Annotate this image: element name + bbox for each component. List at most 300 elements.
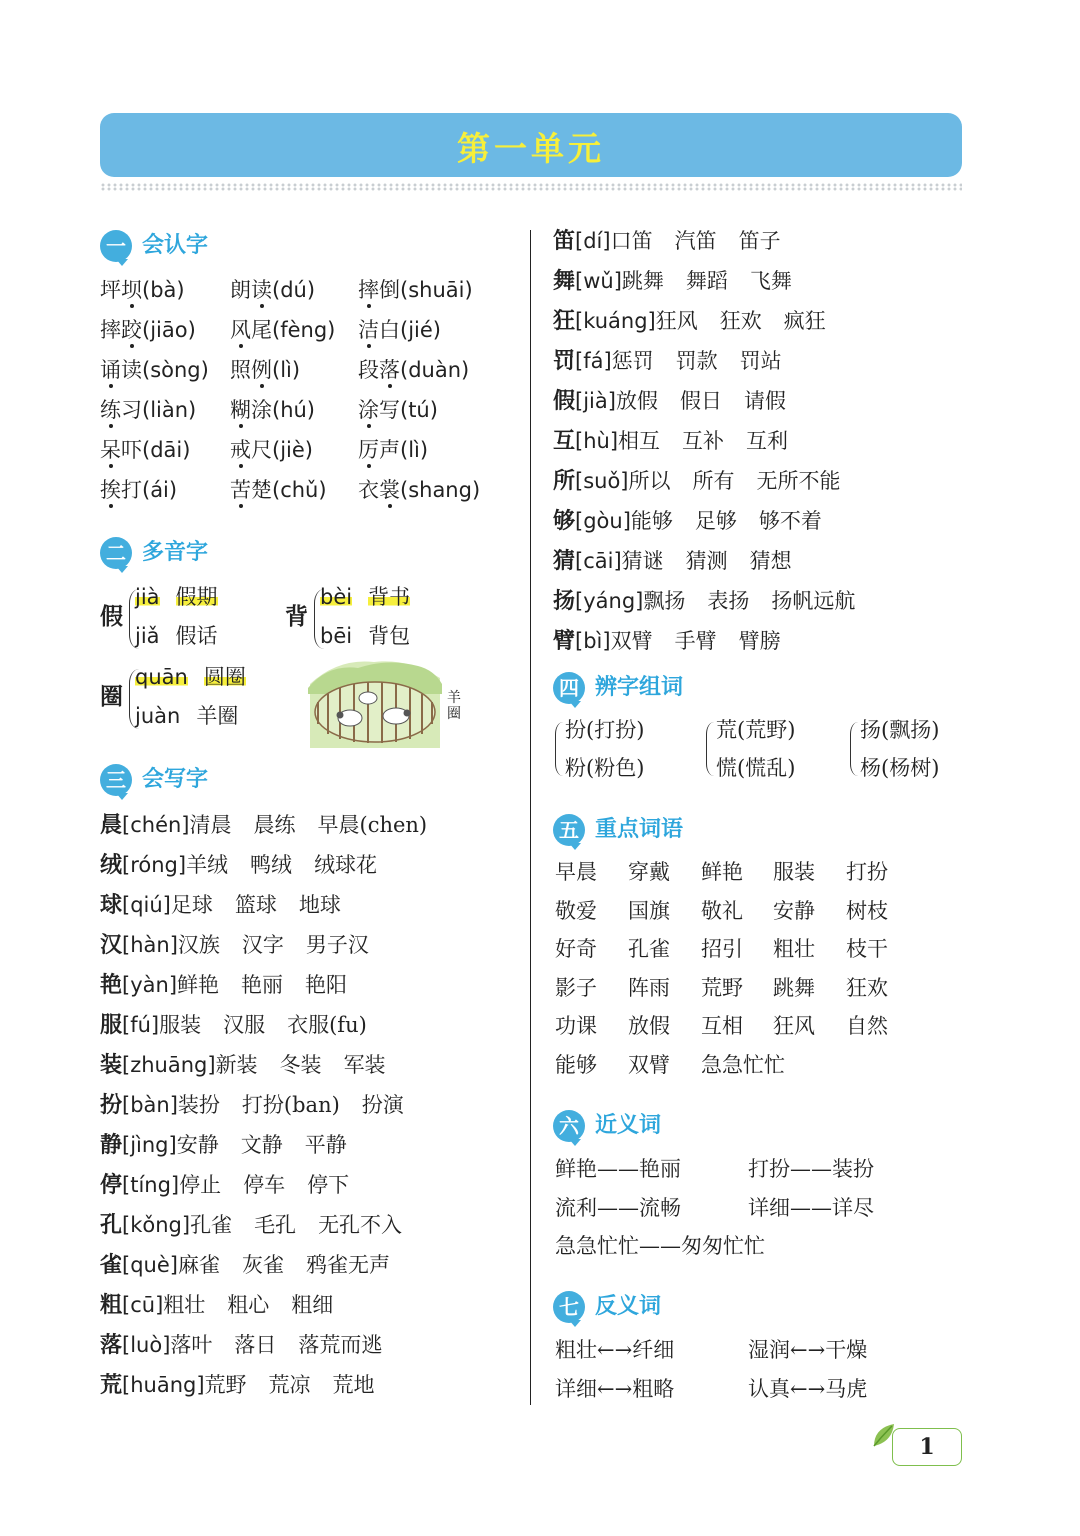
example-word: 文静 xyxy=(240,1133,283,1157)
write-char-entry xyxy=(100,1370,375,1401)
recognize-char-item xyxy=(358,475,480,505)
example-word: 互补 xyxy=(682,429,725,453)
example-word: 孔雀 xyxy=(190,1213,233,1237)
section-badge: 二 xyxy=(100,537,132,569)
example-word: 跳舞 xyxy=(621,269,664,293)
pinyin-text: 声(lì) xyxy=(379,438,429,462)
example-word: 落荒而逃 xyxy=(298,1333,383,1357)
example-word: 相互 xyxy=(618,429,661,453)
pinyin-text: [cāi] xyxy=(575,549,622,573)
recognize-char-item xyxy=(230,355,300,385)
write-char-entry xyxy=(553,346,782,377)
section-badge: 一 xyxy=(100,230,132,262)
pinyin-text: 读(sòng) xyxy=(121,358,209,382)
example-word: 惩罚 xyxy=(611,349,654,373)
write-char: 艳 xyxy=(100,973,123,998)
example-word: 鸭绒 xyxy=(250,853,293,877)
example-word: 鲜艳 xyxy=(177,973,220,997)
recognize-char-item xyxy=(100,275,185,305)
section-title: 辨字组词 xyxy=(595,675,684,700)
example-word: 地球 xyxy=(298,893,341,917)
example-word: 猜谜 xyxy=(621,549,664,573)
synonym-pair: 详细——详尽 xyxy=(748,1195,874,1220)
dotted-char: 诵 xyxy=(100,355,121,385)
pinyin-text: [wǔ] xyxy=(575,269,622,293)
write-char: 落 xyxy=(100,1333,123,1358)
pinyin-text: (bà) xyxy=(142,278,185,302)
example-word: 扮演 xyxy=(361,1093,404,1117)
example-word: 篮球 xyxy=(234,893,277,917)
write-char: 假 xyxy=(553,389,576,414)
example-word: 双臂 xyxy=(610,629,653,653)
pinyin-text: [kǒng] xyxy=(122,1213,191,1237)
example-word: 够不着 xyxy=(758,509,822,533)
section-title: 重点词语 xyxy=(595,817,684,842)
dotted-char: 例 xyxy=(251,355,272,385)
dotted-char: 裳 xyxy=(379,475,400,505)
section-title: 会写字 xyxy=(142,767,209,792)
key-word: 粗壮 xyxy=(773,937,815,962)
antonym-pair: 详细←→粗略 xyxy=(555,1376,675,1401)
section-title: 近义词 xyxy=(595,1113,662,1138)
example-word: 无所不能 xyxy=(756,469,841,493)
dotted-char: 读 xyxy=(251,275,272,305)
recognize-char-item xyxy=(100,315,196,345)
dotted-char: 呆 xyxy=(100,435,121,465)
recognize-char-item xyxy=(358,435,428,465)
write-char-entry xyxy=(100,1170,349,1201)
example-word: 笛子 xyxy=(738,229,781,253)
section-title: 反义词 xyxy=(595,1294,662,1319)
example-word: 鸦雀无声 xyxy=(305,1253,390,1277)
antonym-pair: 粗壮←→纤细 xyxy=(555,1338,675,1362)
illustration-caption: 羊圈 xyxy=(447,690,461,722)
example-word: 手臂 xyxy=(674,629,717,653)
pinyin-text: 尺(jiè) xyxy=(251,438,313,462)
pinyin-text: bèi xyxy=(320,585,353,609)
pinyin-text: 楚(chǔ) xyxy=(251,478,327,502)
example-word: 狂欢 xyxy=(719,309,762,333)
recognize-char-item xyxy=(358,355,469,385)
write-char-entry xyxy=(100,1330,382,1361)
key-word: 能够 xyxy=(555,1053,597,1077)
example-word: 猜测 xyxy=(685,549,728,573)
write-char: 够 xyxy=(553,509,576,534)
write-char-entry xyxy=(100,1290,333,1321)
write-char-entry xyxy=(100,850,377,881)
write-char-entry xyxy=(553,266,792,297)
pinyin-text: 习(liàn) xyxy=(121,398,197,422)
polyphone-reading xyxy=(135,662,246,692)
dotted-char: 糊 xyxy=(230,395,251,425)
char-text: 坪 xyxy=(100,278,121,302)
write-char-entry xyxy=(553,546,792,577)
write-char-entry xyxy=(100,1050,386,1081)
example-word: 打扮(ban) xyxy=(241,1093,340,1117)
dotted-char: 跤 xyxy=(121,315,142,345)
example-word: 狂风 xyxy=(655,309,698,333)
example-word: 羊圈 xyxy=(196,704,239,728)
write-char: 扬 xyxy=(553,589,576,614)
synonym-pair: 鲜艳——艳丽 xyxy=(555,1157,681,1181)
example-word: 假期 xyxy=(175,585,218,609)
recognize-char-item xyxy=(230,395,315,425)
key-word: 影子 xyxy=(555,975,597,1000)
pinyin-text: juàn xyxy=(135,704,181,728)
pinyin-text: jiǎ xyxy=(135,624,160,648)
pinyin-text: [róng] xyxy=(122,853,187,877)
pinyin-text: [qiú] xyxy=(122,893,171,917)
char-text: 段 xyxy=(358,358,379,382)
example-word: 假话 xyxy=(175,624,218,648)
pinyin-text: [suǒ] xyxy=(575,469,629,493)
example-word: 麻雀 xyxy=(177,1253,220,1277)
dotted-char: 戒 xyxy=(230,435,251,465)
example-word: 衣服(fu) xyxy=(287,1013,367,1037)
dotted-char: 练 xyxy=(100,395,121,425)
example-word: 罚款 xyxy=(675,349,718,373)
pinyin-text: [jià] xyxy=(575,389,616,413)
example-word: 粗壮 xyxy=(163,1293,206,1317)
example-word: 足球 xyxy=(170,893,213,917)
section-badge: 四 xyxy=(553,672,585,704)
pinyin-text: [gòu] xyxy=(575,509,631,533)
section-badge: 七 xyxy=(553,1291,585,1323)
brace-mark xyxy=(706,722,715,776)
write-char-entry xyxy=(553,586,855,617)
pinyin-text: 涂(hú) xyxy=(251,398,316,422)
example-word: 臂膀 xyxy=(738,629,781,653)
dotted-char: 风 xyxy=(230,315,251,345)
distinguish-word: 杨(杨树) xyxy=(860,756,940,780)
polyphone-char: 假 xyxy=(100,604,123,630)
pinyin-text: 尾(fèng) xyxy=(251,318,336,342)
example-word: 疯狂 xyxy=(783,309,826,333)
recognize-char-item xyxy=(358,315,441,345)
key-word: 早晨 xyxy=(555,860,597,884)
polyphone-reading xyxy=(135,701,238,731)
write-char: 静 xyxy=(100,1133,123,1158)
example-word: 男子汉 xyxy=(305,933,369,957)
write-char-entry xyxy=(553,626,781,657)
recognize-char-item xyxy=(358,395,438,425)
example-word: 装扮 xyxy=(177,1093,220,1117)
example-word: 停车 xyxy=(243,1173,286,1197)
write-char: 绒 xyxy=(100,853,123,878)
example-word: 互利 xyxy=(746,429,789,453)
write-char-entry xyxy=(553,386,786,417)
write-char: 笛 xyxy=(553,229,576,254)
pinyin-text: [hù] xyxy=(575,429,619,453)
unit-banner xyxy=(100,113,962,177)
distinguish-word: 扮(打扮) xyxy=(565,718,645,742)
example-word: 汉字 xyxy=(241,933,284,957)
pinyin-text: [bì] xyxy=(575,629,611,653)
key-word: 急急忙忙 xyxy=(701,1053,785,1077)
example-word: 汉服 xyxy=(223,1013,266,1037)
write-char-entry xyxy=(100,890,341,921)
example-word: 背包 xyxy=(368,624,411,648)
example-word: 安静 xyxy=(176,1133,219,1157)
synonym-pair: 流利——流畅 xyxy=(555,1195,681,1220)
example-word: 艳阳 xyxy=(305,973,348,997)
brace-mark xyxy=(555,722,564,776)
write-char: 所 xyxy=(553,469,576,494)
pinyin-text: [zhuāng] xyxy=(122,1053,216,1077)
char-text: 摔 xyxy=(100,318,121,342)
write-char-entry xyxy=(553,466,841,497)
char-text: 衣 xyxy=(358,478,379,502)
dotted-char: 苦 xyxy=(230,475,251,505)
example-word: 请假 xyxy=(743,389,786,413)
key-word: 互相 xyxy=(701,1014,743,1039)
example-word: 粗心 xyxy=(227,1293,270,1317)
pinyin-text: [jìng] xyxy=(122,1133,177,1157)
example-word: 飘扬 xyxy=(643,589,686,613)
write-char: 汉 xyxy=(100,933,123,958)
dotted-char: 厉 xyxy=(358,435,379,465)
section-badge: 三 xyxy=(100,764,132,796)
pinyin-text: 白(jié) xyxy=(379,318,441,342)
polyphone-char: 背 xyxy=(285,604,308,630)
write-char-entry xyxy=(100,1250,390,1281)
example-word: 足够 xyxy=(694,509,737,533)
write-char: 孔 xyxy=(100,1213,123,1238)
write-char-entry xyxy=(553,506,822,537)
key-word: 穿戴 xyxy=(628,860,670,884)
example-word: 新装 xyxy=(215,1053,258,1077)
pinyin-text: [huāng] xyxy=(122,1373,205,1397)
pinyin-text: [fá] xyxy=(575,349,612,373)
pinyin-text: (shang) xyxy=(400,478,481,502)
example-word: 晨练 xyxy=(253,813,296,837)
pinyin-text: 倒(shuāi) xyxy=(379,278,473,302)
example-word: 荒地 xyxy=(332,1373,375,1397)
key-word: 安静 xyxy=(773,898,815,923)
key-word: 国旗 xyxy=(628,898,670,923)
antonym-pair: 认真←→马虎 xyxy=(748,1376,868,1401)
key-word: 服装 xyxy=(773,860,815,884)
key-word: 枝干 xyxy=(846,937,888,962)
distinguish-word: 慌(慌乱) xyxy=(716,756,796,780)
write-char: 球 xyxy=(100,893,123,918)
pinyin-text: (dú) xyxy=(272,278,316,302)
section-title: 会认字 xyxy=(142,233,209,258)
example-word: 早晨(chen) xyxy=(317,813,428,837)
example-word: 平静 xyxy=(304,1133,347,1157)
synonym-pair: 急急忙忙——匆匆忙忙 xyxy=(555,1234,765,1259)
recognize-char-item xyxy=(230,275,315,305)
dotted-char: 涂 xyxy=(358,395,379,425)
write-char: 粗 xyxy=(100,1293,123,1318)
example-word: 扬帆远航 xyxy=(771,589,856,613)
distinguish-word: 扬(飘扬) xyxy=(860,718,940,742)
recognize-char-item xyxy=(100,435,190,465)
example-word: 假日 xyxy=(679,389,722,413)
example-word: 停下 xyxy=(307,1173,350,1197)
example-word: 灰雀 xyxy=(241,1253,284,1277)
write-char: 雀 xyxy=(100,1253,123,1278)
write-char: 罚 xyxy=(553,349,576,374)
synonym-pair: 打扮——装扮 xyxy=(748,1157,874,1181)
char-text: 照 xyxy=(230,358,251,382)
example-word: 冬装 xyxy=(279,1053,322,1077)
brace-mark xyxy=(850,722,859,776)
write-char-entry xyxy=(100,1130,347,1161)
key-word: 狂欢 xyxy=(846,975,888,1000)
write-char: 猜 xyxy=(553,549,576,574)
example-word: 放假 xyxy=(615,389,658,413)
key-word: 孔雀 xyxy=(628,937,670,962)
pinyin-text: [tíng] xyxy=(122,1173,180,1197)
write-char: 臂 xyxy=(553,629,576,654)
recognize-char-item xyxy=(230,475,327,505)
pinyin-text: bēi xyxy=(320,624,353,648)
recognize-char-item xyxy=(100,355,209,385)
example-word: 飞舞 xyxy=(749,269,792,293)
example-word: 绒球花 xyxy=(314,853,378,877)
example-word: 背书 xyxy=(368,585,411,609)
dotted-char: 摔 xyxy=(358,275,379,305)
write-char: 装 xyxy=(100,1053,123,1078)
dotted-char: 挨 xyxy=(100,475,121,505)
recognize-char-item xyxy=(230,315,335,345)
key-word: 狂风 xyxy=(773,1014,815,1039)
pinyin-text: [luò] xyxy=(122,1333,171,1357)
recognize-char-item xyxy=(358,275,473,305)
example-word: 口笛 xyxy=(610,229,653,253)
example-word: 所以 xyxy=(628,469,671,493)
distinguish-word: 荒(荒野) xyxy=(716,718,796,742)
write-char: 狂 xyxy=(553,309,576,334)
example-word: 服装 xyxy=(159,1013,202,1037)
example-word: 落叶 xyxy=(170,1333,213,1357)
polyphone-reading xyxy=(320,582,410,612)
pinyin-text: [fú] xyxy=(122,1013,160,1037)
recognize-char-item xyxy=(100,395,196,425)
example-word: 军装 xyxy=(343,1053,386,1077)
dotted-char: 坝 xyxy=(121,275,142,305)
polyphone-reading xyxy=(135,582,218,612)
example-word: 荒凉 xyxy=(268,1373,311,1397)
example-word: 羊绒 xyxy=(186,853,229,877)
pinyin-text: (jiāo) xyxy=(142,318,196,342)
key-word: 荒野 xyxy=(701,975,743,1000)
polyphone-reading xyxy=(320,621,410,651)
antonym-pair: 湿润←→干燥 xyxy=(748,1338,868,1362)
write-char-entry xyxy=(553,426,788,457)
column-divider xyxy=(530,230,531,1405)
polyphone-char: 圈 xyxy=(100,684,123,710)
pinyin-text: 打(ái) xyxy=(121,478,178,502)
pinyin-text: (lì) xyxy=(272,358,301,382)
write-char: 荒 xyxy=(100,1373,123,1398)
pinyin-text: 吓(dāi) xyxy=(121,438,191,462)
distinguish-word: 粉(粉色) xyxy=(565,756,645,780)
section-badge: 六 xyxy=(553,1110,585,1142)
example-word: 粗细 xyxy=(291,1293,334,1317)
example-word: 落日 xyxy=(234,1333,277,1357)
write-char: 互 xyxy=(553,429,576,454)
example-word: 清晨 xyxy=(189,813,232,837)
example-word: 舞蹈 xyxy=(685,269,728,293)
key-word: 敬爱 xyxy=(555,898,597,923)
page-number: 1 xyxy=(892,1428,962,1466)
key-word: 自然 xyxy=(846,1014,888,1039)
pinyin-text: [chén] xyxy=(122,813,190,837)
key-word: 招引 xyxy=(701,937,743,962)
section-title: 多音字 xyxy=(142,540,209,565)
write-char: 舞 xyxy=(553,269,576,294)
recognize-char-item xyxy=(230,435,313,465)
example-word: 所有 xyxy=(692,469,735,493)
example-word: 汉族 xyxy=(177,933,220,957)
pinyin-text: [dí] xyxy=(575,229,611,253)
write-char-entry xyxy=(100,930,369,961)
key-word: 树枝 xyxy=(846,898,888,923)
pinyin-text: [kuáng] xyxy=(575,309,656,333)
polyphone-reading xyxy=(135,621,218,651)
write-char: 服 xyxy=(100,1013,123,1038)
key-word: 放假 xyxy=(628,1014,670,1039)
write-char-entry xyxy=(100,1090,404,1121)
write-char-entry xyxy=(100,810,427,841)
key-word: 鲜艳 xyxy=(701,860,743,884)
example-word: 停止 xyxy=(179,1173,222,1197)
dotted-divider xyxy=(100,183,962,191)
write-char-entry xyxy=(100,1010,367,1041)
dotted-char: 落 xyxy=(379,355,400,385)
key-word: 功课 xyxy=(555,1014,597,1039)
write-char-entry xyxy=(553,226,781,257)
key-word: 好奇 xyxy=(555,937,597,962)
example-word: 无孔不入 xyxy=(318,1213,403,1237)
key-word: 跳舞 xyxy=(773,975,815,1000)
recognize-char-item xyxy=(100,475,177,505)
section-badge: 五 xyxy=(553,814,585,846)
pinyin-text: [yáng] xyxy=(575,589,644,613)
write-char-entry xyxy=(100,970,347,1001)
example-word: 猜想 xyxy=(749,549,792,573)
pinyin-text: quān xyxy=(135,665,188,689)
write-char: 停 xyxy=(100,1173,123,1198)
pinyin-text: (duàn) xyxy=(400,358,470,382)
example-word: 表扬 xyxy=(707,589,750,613)
pinyin-text: [bàn] xyxy=(122,1093,178,1117)
write-char-entry xyxy=(553,306,826,337)
pinyin-text: [què] xyxy=(122,1253,178,1277)
example-word: 罚站 xyxy=(739,349,782,373)
pinyin-text: [yàn] xyxy=(122,973,178,997)
example-word: 能够 xyxy=(630,509,673,533)
example-word: 圆圈 xyxy=(203,665,246,689)
pinyin-text: [cū] xyxy=(122,1293,164,1317)
example-word: 毛孔 xyxy=(254,1213,297,1237)
key-word: 敬礼 xyxy=(701,898,743,923)
key-word: 双臂 xyxy=(628,1053,670,1077)
example-word: 汽笛 xyxy=(674,229,717,253)
example-word: 艳丽 xyxy=(241,973,284,997)
char-text: 朗 xyxy=(230,278,251,302)
example-word: 荒野 xyxy=(204,1373,247,1397)
write-char-entry xyxy=(100,1210,402,1241)
key-word: 打扮 xyxy=(846,860,888,884)
write-char: 晨 xyxy=(100,813,123,838)
unit-title: 第一单元 xyxy=(457,129,605,168)
dotted-char: 洁 xyxy=(358,315,379,345)
key-word: 阵雨 xyxy=(628,975,670,1000)
sheep-pen-illustration xyxy=(308,654,442,750)
